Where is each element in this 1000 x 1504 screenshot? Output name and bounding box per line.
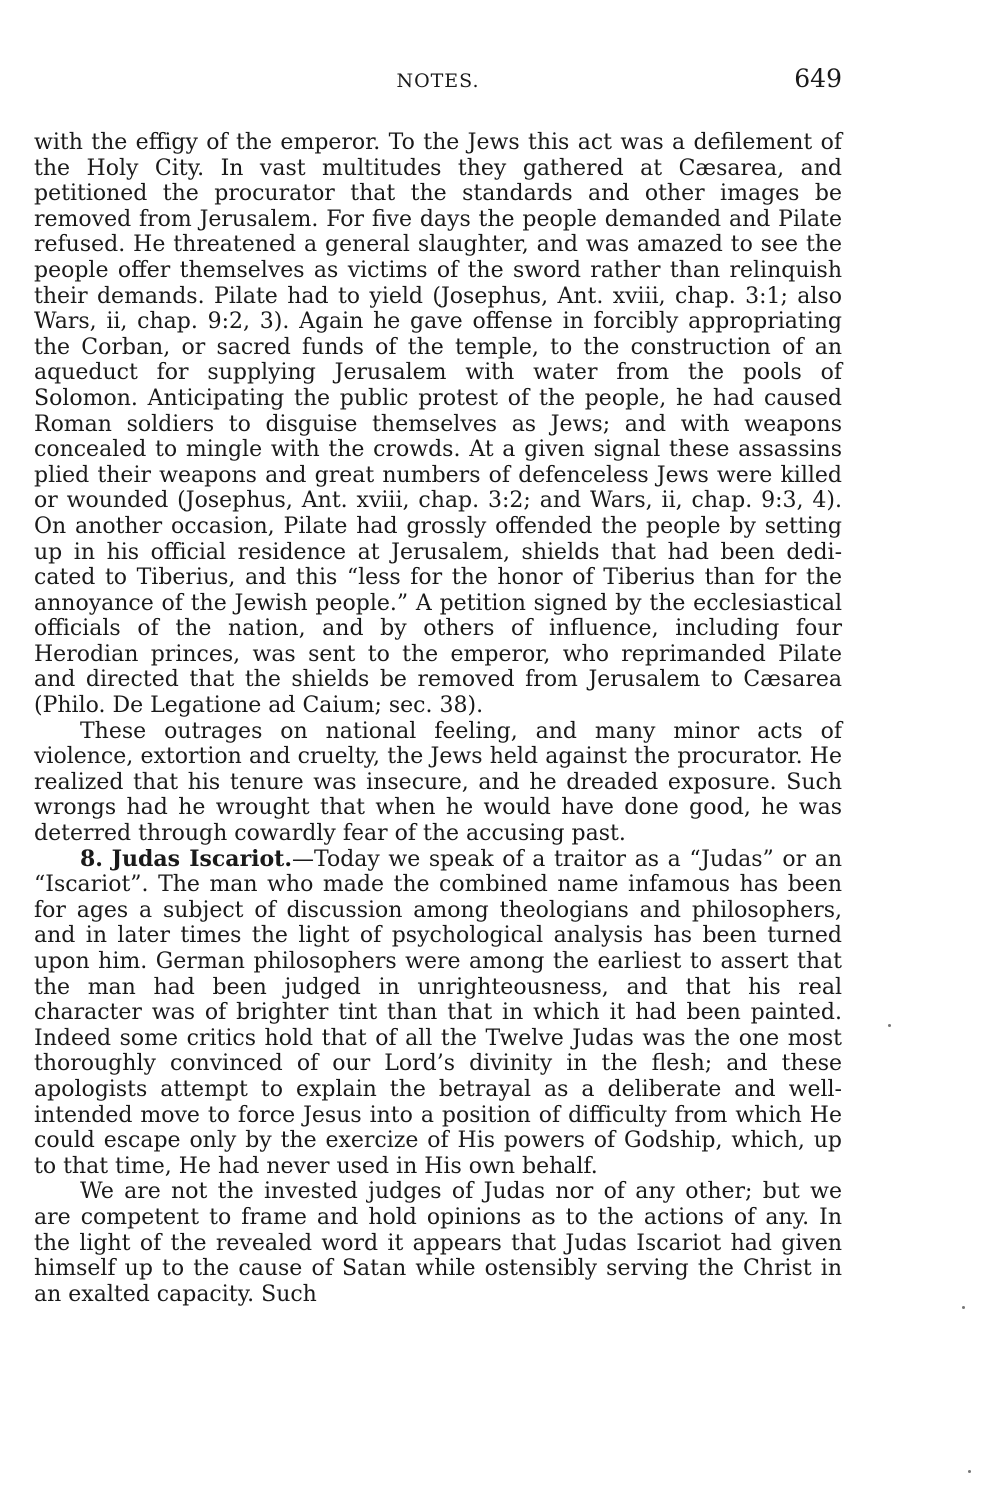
note-body: —Today we speak of a traitor as a “Judas” or an “Iscariot”. The man who made the combined name infamous has been for ages a subject of discussion among theologians and philosophers, and in later times the light of psychological analysis has been turned upon him. German philosophers were among the earliest to assert that the man had been judged in unrighteousness, and that his real character was of brighter tint than that in which it had been painted. Indeed some critics hold that of all the Twelve Judas was the one most thoroughly convinced of our Lord’s divinity in the flesh; and these apologists attempt to explain the betrayal as a deliberate and well-intended move to force Jesus into a position of difficulty from which He could escape only by the exercize of His powers of Godship, which, up to that time, He had never used in His own behalf. (34, 846, 843, 1179)
scan-speck (888, 1024, 891, 1027)
scan-speck (968, 1470, 971, 1473)
page-number: 649 (794, 64, 842, 93)
paragraph-invested-judges: We are not the invested judges of Judas nor of any other; but we are competent to frame and hold opinions as to the actions of any. In the light of the revealed word it appears that Judas Iscariot had given himself up to the cause of Satan while ostensibly serving the Christ in an exalted capacity. Such (34, 1179, 842, 1307)
note-title: Judas Iscariot. (111, 845, 293, 872)
paragraph-pilate-standards: with the effigy of the emperor. To the Jews this act was a defilement of the Holy City. In vast multitudes they gathered at Cæsarea, and petitioned the procurator that the standards and other images be removed from Jerusalem. For five days the people demanded and Pilate refused. He threatened a general slaughter, and was amazed to see the people offer themselves as victims of the sword rather than relinquish their demands. Pilate had to yield (Josephus, Ant. xviii, chap. 3:1; also Wars, ii, chap. 9:2, 3). Again he gave offense in forcibly appropriating the Corban, or sacred funds of the temple, to the construction of an aqueduct for supplying Jerusalem with water from the pools of Solomon. Anticipating the public protest of the people, he had caused Roman soldiers to disguise themselves as Jews; and with weapons concealed to mingle with the crowds. At a given signal these assassins plied their weapons and great numbers of defenceless Jews were killed or wounded (Josephus, Ant. xviii, chap. 3:2; and Wars, ii, chap. 9:3, 4). On another occasion, Pilate had grossly offended the people by setting up in his official residence at Jerusalem, shields that had been dedicated to Tiberius, and this “less for the honor of Tiberius than for the annoyance of the Jewish people.” A petition signed by the ecclesiastical officials of the nation, and by others of influence, including four Herodian princes, was sent to the emperor, who reprimanded Pilate and directed that the shields be removed from Jerusalem to Cæsarea (Philo. De Legatione ad Caium; sec. 38). (34, 130, 842, 719)
body-text (34, 130, 842, 1307)
note-number: 8. (80, 845, 103, 872)
page-header (34, 64, 842, 100)
paragraph-outrages: These outrages on national feeling, and many minor acts of violence, extortion and cruelty, the Jews held against the procurator. He realized that his tenure was insecure, and he dreaded exposure. Such wrongs had he wrought that when he would have done good, he was deterred through cowardly fear of the accusing past. (34, 718, 842, 847)
running-head: NOTES. (396, 70, 480, 92)
note-8-judas-iscariot (34, 847, 842, 1180)
scan-speck (962, 1306, 965, 1309)
